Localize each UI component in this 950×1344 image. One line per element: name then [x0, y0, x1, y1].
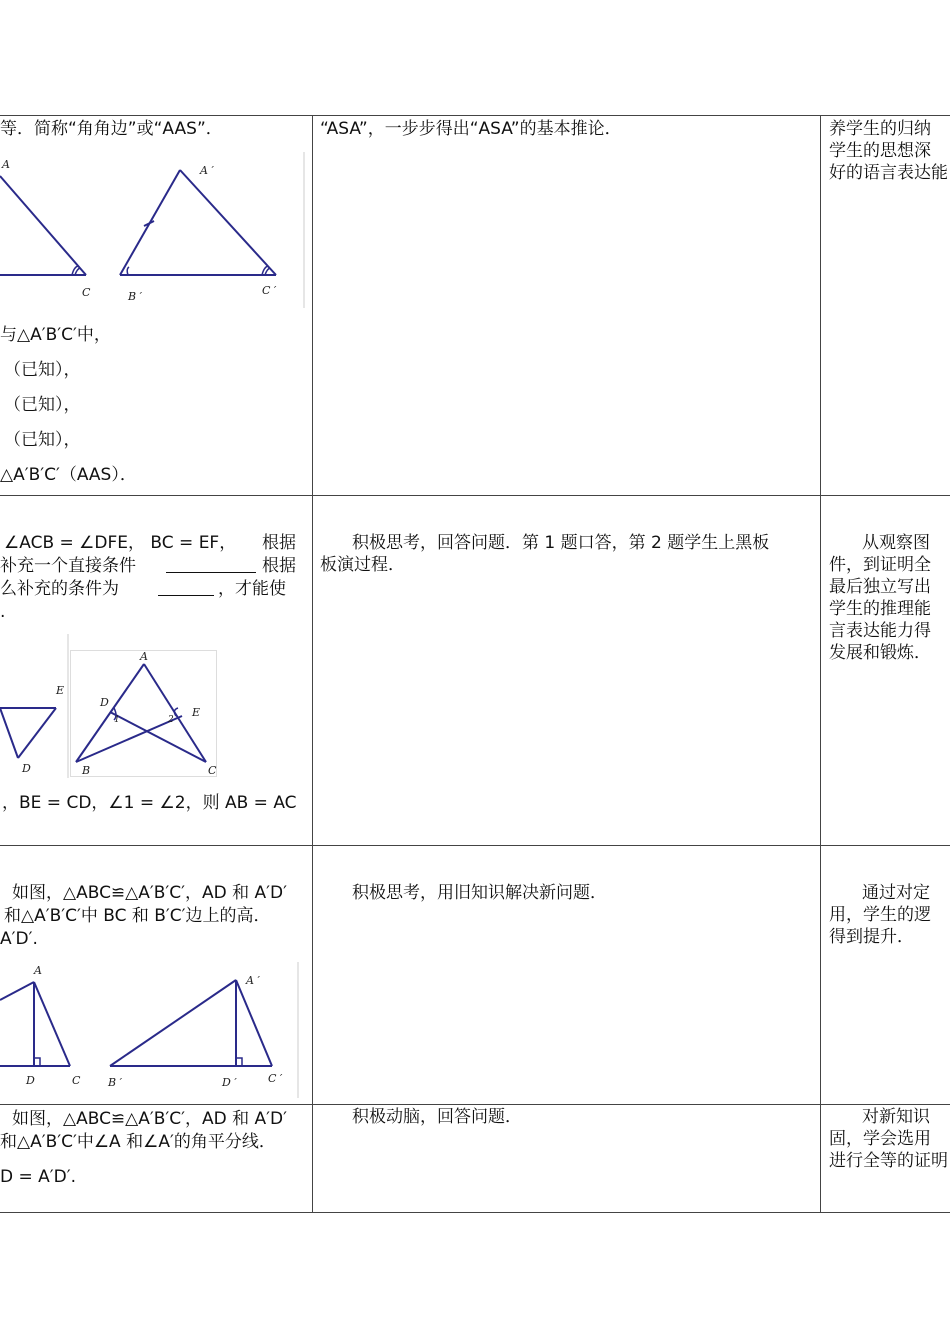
row2-col1-line5: ，BE = CD，∠1 = ∠2，则 AB = AC — [2, 793, 297, 813]
row1-col3-line1: 养学生的归纳 — [829, 119, 931, 139]
fig-label: D ′ — [222, 1076, 237, 1089]
fig-label: C ′ — [268, 1072, 283, 1085]
fig-label: E — [192, 706, 201, 719]
row2-col3-line1: 从观察图 — [862, 533, 930, 553]
fig-label: C — [72, 1074, 81, 1087]
fig-label: B — [82, 764, 91, 777]
row1-col1-line2: 与△A′B′C′中， — [0, 325, 111, 345]
row4-col1-line3: D = A′D′. — [0, 1167, 76, 1187]
answer-blank — [166, 556, 256, 573]
fig-label: E — [56, 684, 65, 697]
row4-col3-line3: 进行全等的证明 — [829, 1151, 948, 1171]
row1-col3-line3: 好的语言表达能 — [829, 163, 948, 183]
row2-col1-line4: . — [0, 602, 6, 622]
row1-col1-line5: （已知）， — [4, 430, 81, 450]
row2-col1-line3a: 么补充的条件为 — [0, 579, 119, 599]
row2-col1-line1a: ∠ACB = ∠DFE， BC = EF， — [4, 533, 237, 553]
row1-col1-line1: 等．简称“角角边”或“AAS”． — [0, 119, 223, 139]
row2-col3-line3: 最后独立写出 — [829, 577, 931, 597]
row4-col3-line1: 对新知识 — [862, 1107, 930, 1127]
row1-col1-line3: （已知）， — [4, 360, 81, 380]
row1-col3-line2: 学生的思想深 — [829, 141, 931, 161]
fig-label: 1 — [114, 715, 120, 725]
row2-col1-line3b: ，才能使 — [218, 579, 286, 599]
fig-label: B ′ — [108, 1076, 123, 1089]
row-border — [0, 845, 950, 846]
row3-col3-line3: 得到提升． — [829, 927, 914, 947]
answer-blank — [158, 579, 214, 596]
row3-col3-line2: 用，学生的逻 — [829, 905, 931, 925]
row2-col2-line1: 积极思考，回答问题．第 1 题口答，第 2 题学生上黑板 — [352, 533, 770, 553]
row3-col1-line2: 和△A′B′C′中 BC 和 B′C′边上的高． — [4, 906, 271, 926]
row-border — [0, 1104, 950, 1105]
row-border — [0, 1212, 950, 1213]
row1-figure-aas — [0, 148, 312, 318]
row-border — [0, 115, 950, 116]
fig-label: A — [2, 158, 10, 171]
row2-col3-line5: 言表达能力得 — [829, 621, 931, 641]
fig-label: C — [208, 764, 217, 777]
fig-label: A — [34, 964, 42, 977]
row2-col3-line4: 学生的推理能 — [829, 599, 931, 619]
fig-label: C ′ — [262, 284, 277, 297]
row2-col1-line2a: 补充一个直接条件 — [0, 556, 136, 576]
row4-col1-line1: 如图，△ABC≌△A′B′C′，AD 和 A′D′ — [12, 1109, 287, 1129]
fig-label: B ′ — [128, 290, 143, 303]
row2-col3-line2: 件，到证明全 — [829, 555, 931, 575]
fig-label: D — [26, 1074, 35, 1087]
row3-figure-altitudes — [0, 960, 300, 1100]
fig-label: C — [82, 286, 91, 299]
fig-label: D — [100, 696, 109, 709]
row2-figure-left — [0, 632, 70, 780]
row2-figure-right — [70, 650, 222, 780]
row4-col3-line2: 固，学会选用 — [829, 1129, 931, 1149]
row2-col1-line1b: 根据 — [262, 533, 296, 553]
row2-col1-line2b: 根据 — [262, 556, 296, 576]
row3-col2-line1: 积极思考，用旧知识解决新问题． — [352, 883, 607, 903]
row2-col2-line2: 板演过程． — [320, 555, 405, 575]
row3-col3-line1: 通过对定 — [862, 883, 930, 903]
row4-col1-line2: 和△A′B′C′中∠A 和∠A′的角平分线． — [0, 1132, 276, 1152]
row4-col2-line1: 积极动脑，回答问题． — [352, 1107, 522, 1127]
fig-label: A ′ — [200, 164, 214, 177]
fig-label: 2 — [168, 715, 174, 725]
row3-col1-line3: A′D′. — [0, 929, 38, 949]
row2-col3-line6: 发展和锻炼． — [829, 643, 931, 663]
row1-col1-line6: △A′B′C′（AAS）． — [0, 465, 137, 485]
row-border — [0, 495, 950, 496]
row1-col1-line4: （已知）， — [4, 395, 81, 415]
fig-label: D — [22, 762, 31, 775]
fig-label: A — [140, 650, 148, 663]
col-border — [312, 115, 313, 1213]
row3-col1-line1: 如图，△ABC≌△A′B′C′，AD 和 A′D′ — [12, 883, 287, 903]
row1-col2-line1: “ASA”，一步步得出“ASA”的基本推论． — [320, 119, 622, 139]
col-border — [820, 115, 821, 1213]
fig-label: A ′ — [246, 974, 260, 987]
